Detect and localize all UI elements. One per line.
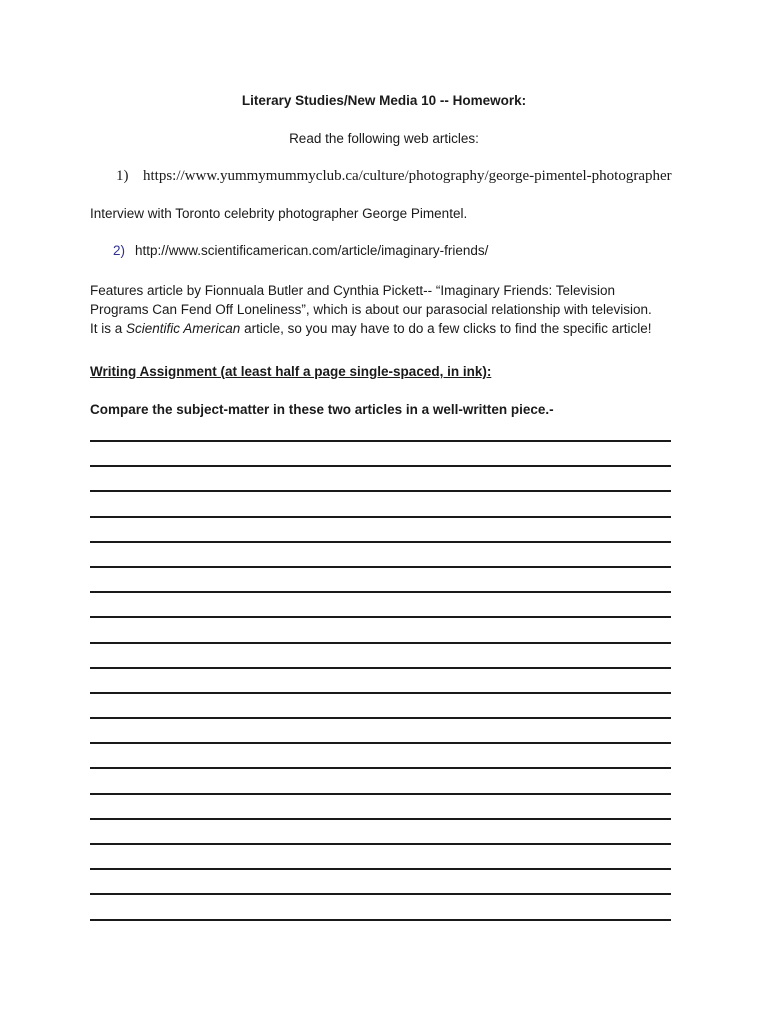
text-run: article, so you may have to do a few clicks to find the specific article! xyxy=(240,321,652,336)
writing-line xyxy=(90,593,671,618)
writing-line xyxy=(90,719,671,744)
writing-line xyxy=(90,744,671,769)
text-run: It is a xyxy=(90,321,127,336)
writing-lines xyxy=(90,440,671,921)
article-1-item xyxy=(116,168,672,185)
writing-line xyxy=(90,845,671,870)
writing-line xyxy=(90,694,671,719)
writing-line xyxy=(90,644,671,669)
writing-line xyxy=(90,568,671,593)
writing-line xyxy=(90,795,671,820)
instructions-text: Read the following web articles: xyxy=(289,131,479,146)
writing-line xyxy=(90,543,671,568)
article-2-description-line xyxy=(90,319,690,338)
writing-line xyxy=(90,518,671,543)
article-1-description: Interview with Toronto celebrity photographer George Pimentel. xyxy=(90,206,468,221)
writing-line xyxy=(90,669,671,694)
writing-line xyxy=(90,492,671,517)
article-2-description xyxy=(90,281,690,338)
writing-line xyxy=(90,870,671,895)
writing-line xyxy=(90,442,671,467)
article-1-url[interactable]: https://www.yummymummyclub.ca/culture/photography/george-pimentel-photographer xyxy=(143,168,672,184)
writing-line xyxy=(90,769,671,794)
publication-name: Scientific American xyxy=(126,321,241,336)
article-2-url[interactable]: http://www.scientificamerican.com/article/imaginary-friends/ xyxy=(135,243,489,258)
writing-line xyxy=(90,820,671,845)
article-1-number: 1) xyxy=(116,168,129,184)
writing-line xyxy=(90,618,671,643)
assignment-prompt: Compare the subject-matter in these two articles in a well-written piece.- xyxy=(90,402,554,417)
article-2-description-line: Features article by Fionnuala Butler and Cynthia Pickett-- “Imaginary Friends: Television xyxy=(90,283,615,298)
article-2-number: 2) xyxy=(113,243,126,258)
article-2-description-line: Programs Can Fend Off Loneliness”, which is about our parasocial relationship with television. xyxy=(90,302,652,317)
article-2-item xyxy=(113,243,488,258)
writing-line xyxy=(90,895,671,920)
page-title: Literary Studies/New Media 10 -- Homework: xyxy=(241,93,527,108)
writing-line xyxy=(90,467,671,492)
assignment-heading: Writing Assignment (at least half a page single-spaced, in ink): xyxy=(90,364,492,379)
